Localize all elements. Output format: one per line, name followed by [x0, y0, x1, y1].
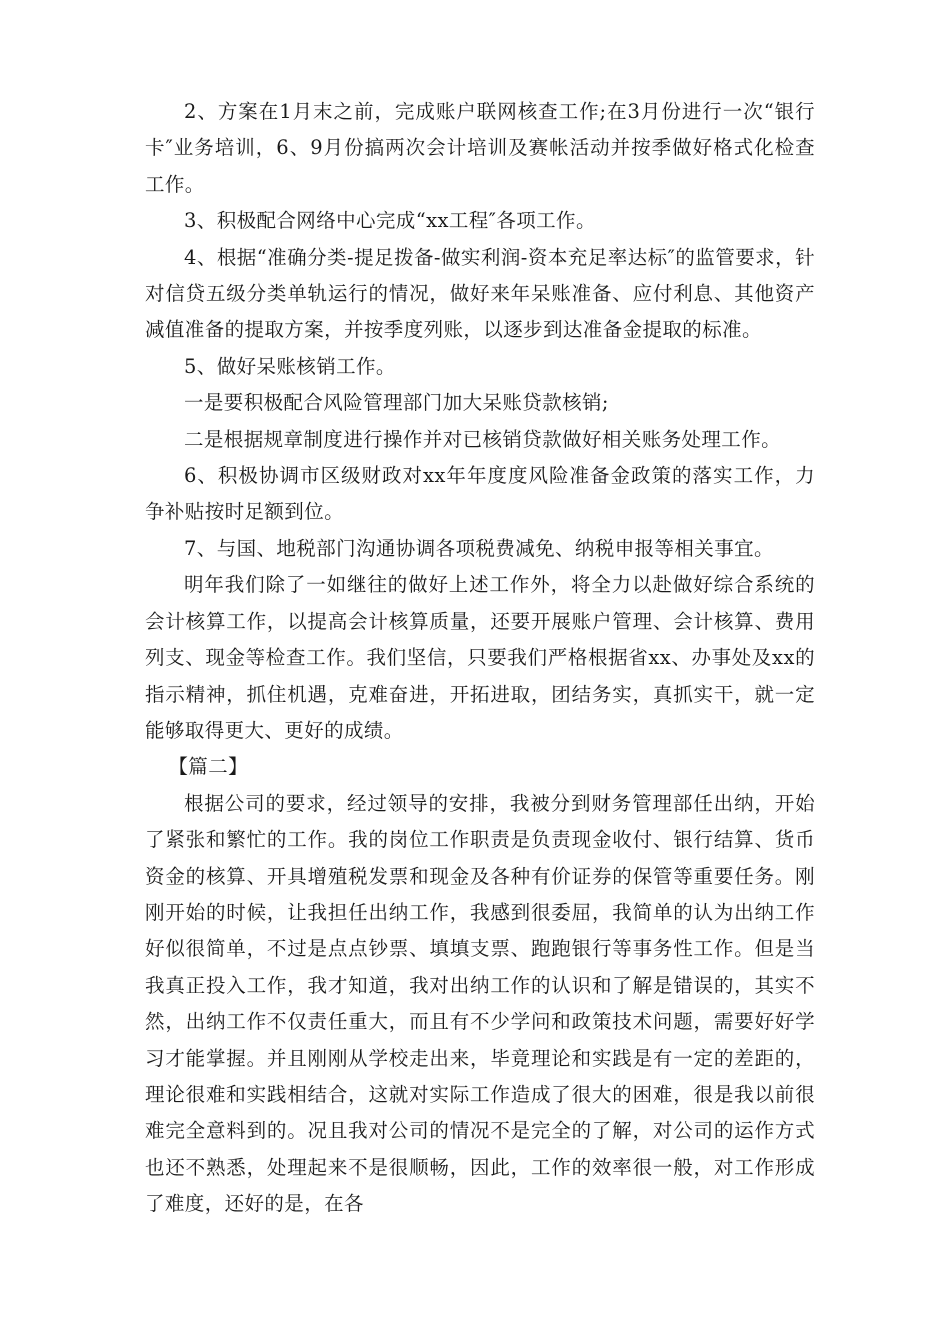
paragraph-item-4: 4、根据“准确分类-提足拨备-做实利润-资本充足率达标″的监管要求，针对信贷五级分类单轨运行的情况，做好来年呆账准备、应付利息、其他资产减值准备的提取方案，并按季度列账，以逐步到达准备金提取的标准。 — [145, 245, 815, 342]
paragraph-item-7: 7、与国、地税部门沟通协调各项税费减免、纳税申报等相关事宜。 — [184, 536, 774, 560]
paragraph-section-two-body: 根据公司的要求，经过领导的安排，我被分到财务管理部任出纳，开始了紧张和繁忙的工作。我的岗位工作职责是负责现金收付、银行结算、货币资金的核算、开具增殖税发票和现金及各种有价证券的保管等重要任务。刚刚开始的时候，让我担任出纳工作，我感到很委屈，我简单的认为出纳工作好似很简单，不过是点点钞票、填填支票、跑跑银行等事务性工作。但是当我真正投入工作，我才知道，我对出纳工作的认识和了解是错误的，其实不然，出纳工作不仅责任重大，而且有不少学问和政策技术问题，需要好好学习才能掌握。并且刚刚从学校走出来，毕竟理论和实践是有一定的差距的，理论很难和实践相结合，这就对实际工作造成了很大的困难，很是我以前很难完全意料到的。况且我对公司的情况不是完全的了解，对公司的运作方式也还不熟悉，处理起来不是很顺畅，因此，工作的效率很一般，对工作形成了难度，还好的是，在各 — [145, 791, 815, 1216]
paragraph-sub-item-2: 二是根据规章制度进行操作并对已核销贷款做好相关账务处理工作。 — [184, 427, 782, 451]
section-heading: 【篇二】 — [168, 755, 248, 779]
paragraph-item-2: 2、方案在1月末之前，完成账户联网核查工作;在3月份进行一次“银行卡″业务培训，6、9月份搞两次会计培训及赛帐活动并按季做好格式化检查工作。 — [145, 100, 815, 196]
paragraph-item-5: 5、做好呆账核销工作。 — [184, 354, 396, 378]
paragraph-summary: 明年我们除了一如继往的做好上述工作外，将全力以赴做好综合系统的会计核算工作，以提高会计核算质量，还要开展账户管理、会计核算、费用列支、现金等检查工作。我们坚信，只要我们严格根据省xx、办事处及xx的指示精神，抓住机遇，克难奋进，开拓进取，团结务实，真抓实干，就一定能够取得更大、更好的成绩。 — [145, 573, 815, 742]
paragraph-item-6: 6、积极协调市区级财政对xx年年度度风险准备金政策的落实工作，力争补贴按时足额到位。 — [145, 464, 815, 524]
paragraph-sub-item-1: 一是要积极配合风险管理部门加大呆账贷款核销; — [184, 391, 609, 415]
document-body — [145, 94, 815, 1223]
paragraph-item-3: 3、积极配合网络中心完成“xx工程″各项工作。 — [184, 209, 596, 233]
